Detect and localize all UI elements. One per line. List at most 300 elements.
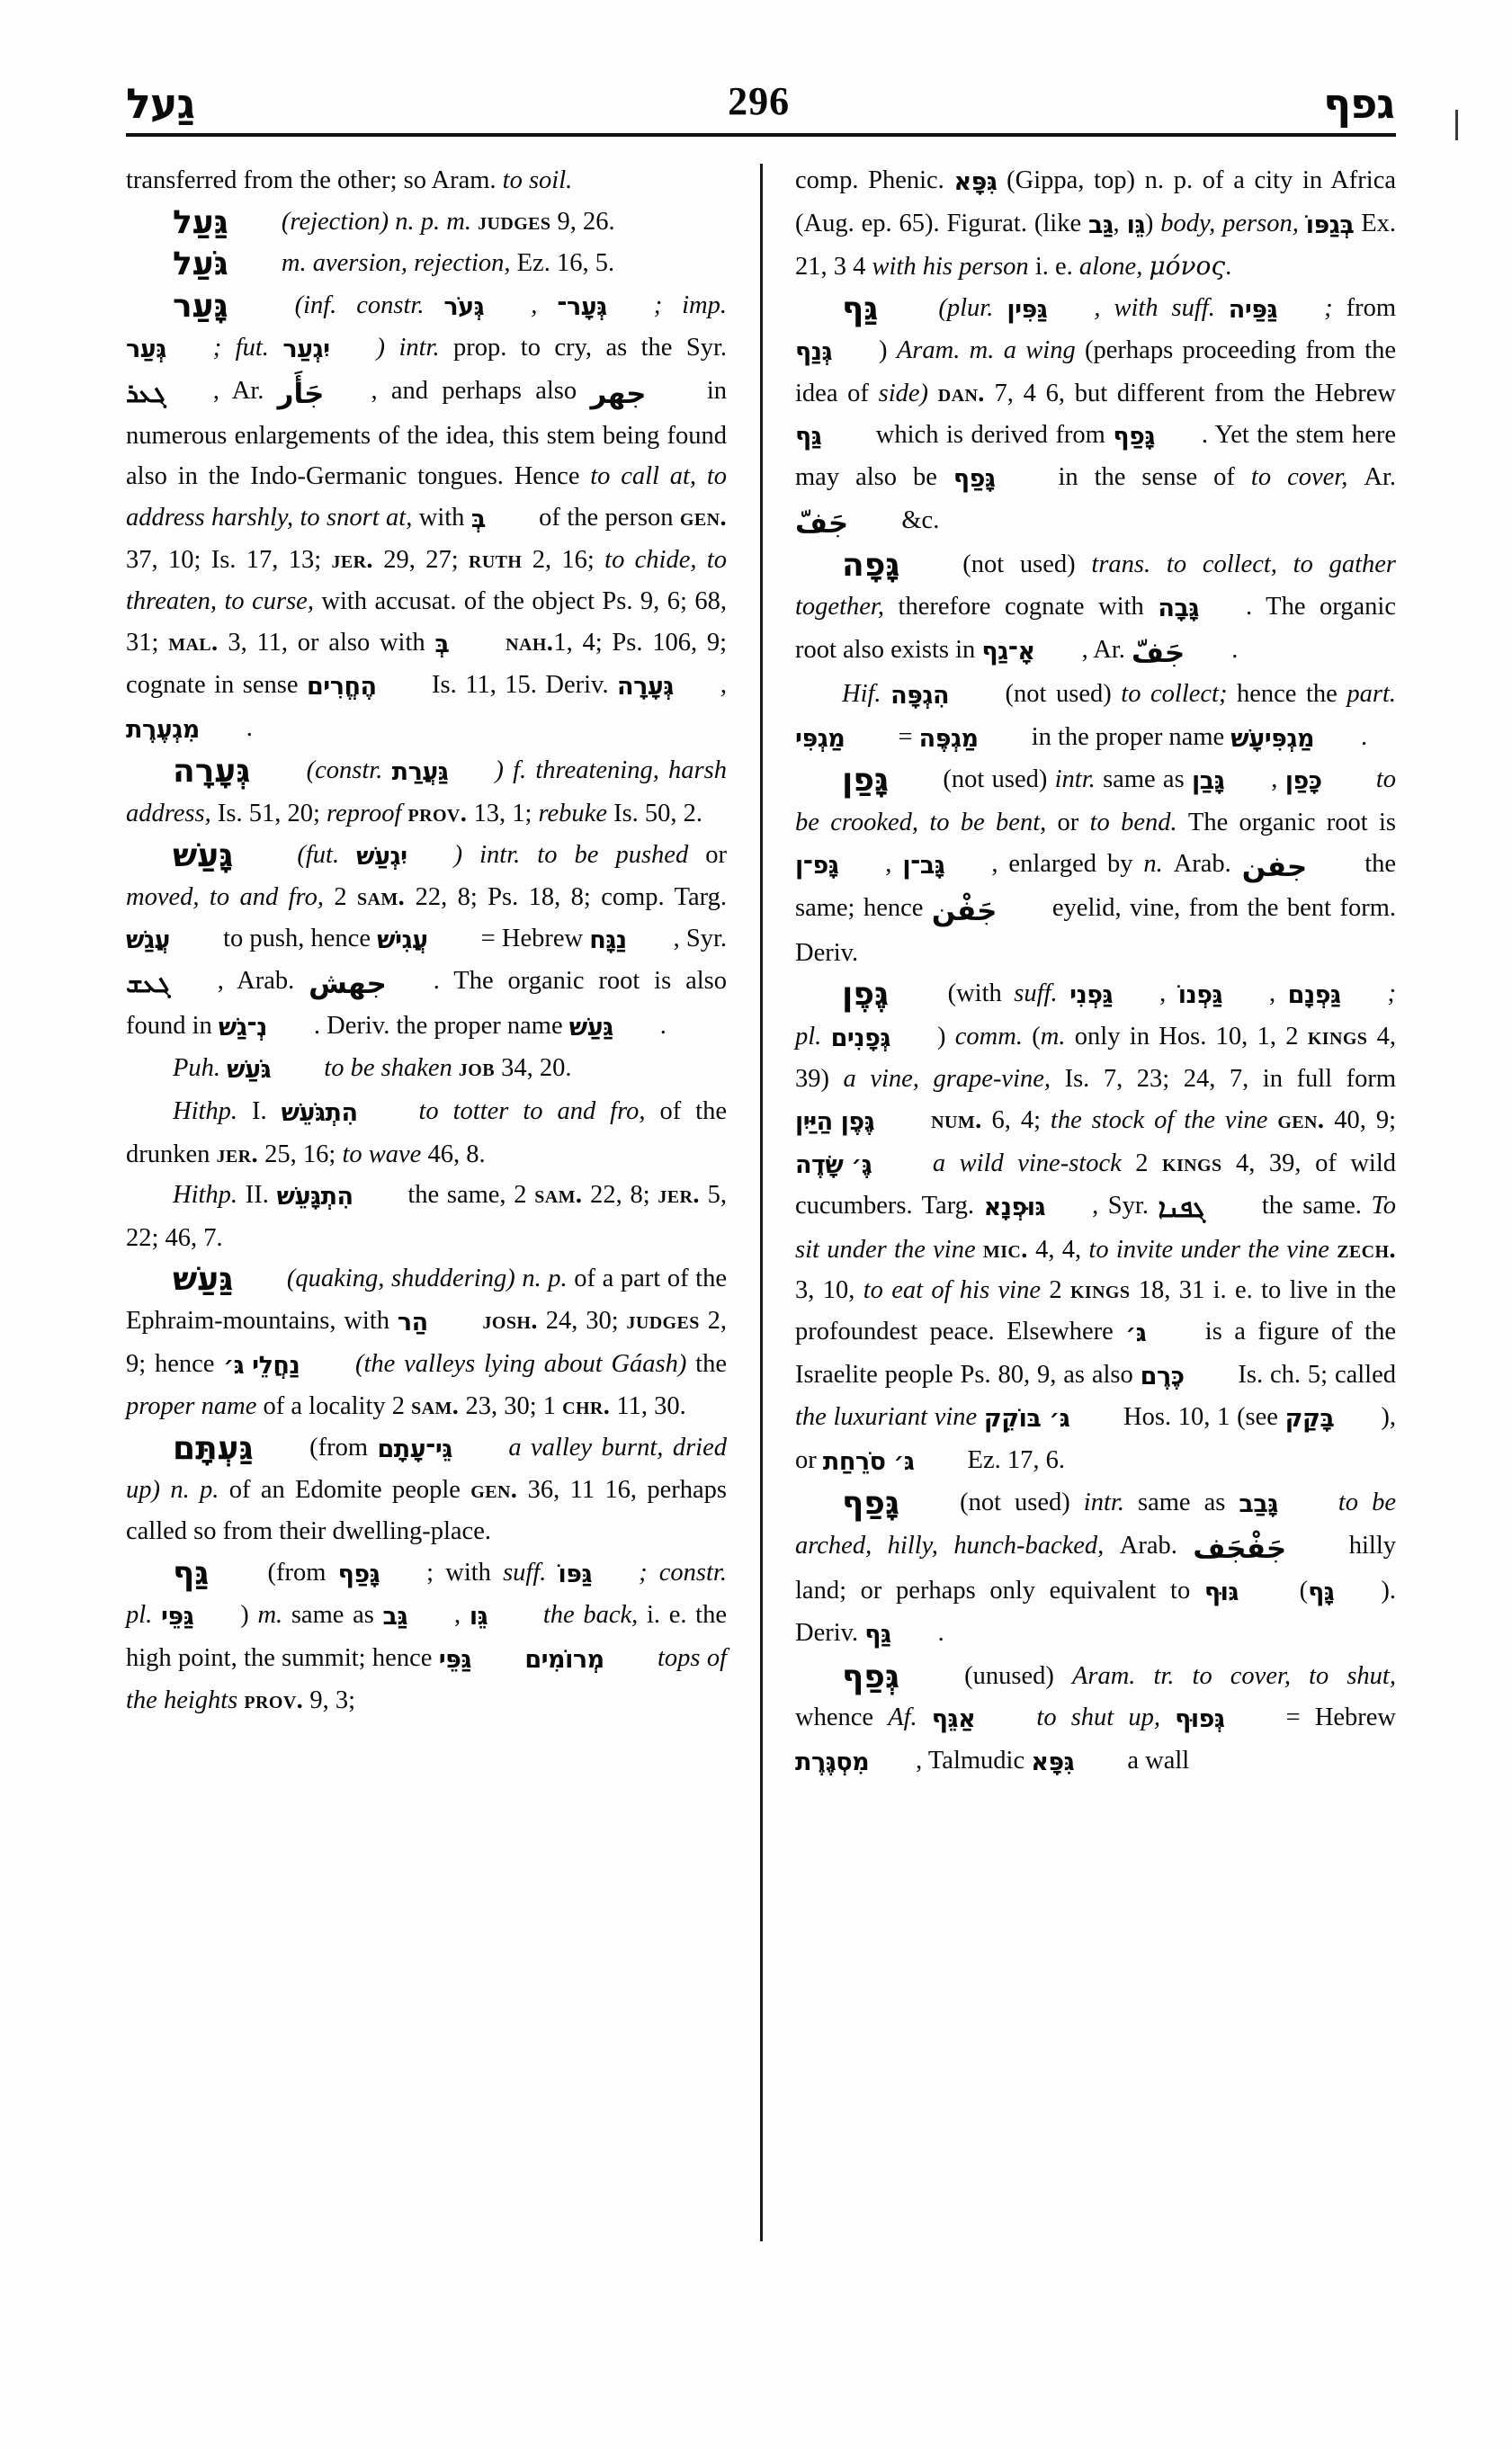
gloss-text: suff.	[1014, 979, 1070, 1008]
gloss-text: the luxuriant vine	[795, 1403, 984, 1432]
gloss-text: Puh.	[173, 1054, 228, 1083]
body-text: Arab.	[1119, 1532, 1194, 1560]
gloss-text: to be arched, hilly, hunch-backed,	[795, 1489, 1396, 1560]
header-rule	[126, 133, 1396, 137]
scripture-reference: mic.	[982, 1235, 1028, 1264]
gloss-text: alone,	[1078, 253, 1150, 282]
body-text: )	[936, 1022, 955, 1051]
body-text: )	[240, 1601, 258, 1630]
column-divider-rule	[727, 160, 795, 2373]
body-text: 2, 16;	[522, 546, 605, 575]
hebrew-lemma: גְּעָרָה	[173, 753, 251, 791]
arabic-word: جَفّ	[795, 506, 849, 540]
body-text: to push, hence	[216, 924, 378, 952]
body-text: in the proper name	[1024, 722, 1231, 751]
gloss-text: part.	[1346, 680, 1396, 709]
body-text: .	[246, 713, 253, 742]
hebrew-word: גַּעֲרַת	[391, 758, 449, 787]
gloss-text: trans. to collect, to gather together,	[795, 550, 1396, 621]
body-text: 36, 11 16, perhaps called so from their dwelling-place.	[126, 1476, 728, 1545]
gloss-text: ; constr. pl.	[126, 1558, 727, 1630]
hebrew-word: גָּבַן	[1191, 767, 1225, 796]
hebrew-word: הֶחֱרִים	[306, 673, 377, 702]
hebrew-word: גְּעֹר	[443, 292, 485, 321]
hebrew-word: גַּפְנִי	[1069, 981, 1114, 1010]
body-text: ; with	[426, 1558, 504, 1587]
body-text: ,	[1269, 979, 1288, 1008]
scripture-reference: judges	[626, 1307, 700, 1336]
body-text: Ex. 21, 3 4	[795, 209, 1396, 282]
hebrew-word: גְּנַף	[795, 338, 833, 367]
arabic-word: جَفّ	[1132, 636, 1185, 669]
gloss-text: (quaking, shuddering) n. p.	[280, 1265, 575, 1293]
hebrew-word: אַגֵּף	[931, 1705, 976, 1734]
gloss-text: the stock of the vine	[1050, 1106, 1278, 1135]
syriac-word: ܓܥܪ	[126, 377, 166, 408]
gloss-text: a wild vine-stock	[918, 1149, 1136, 1177]
arabic-word: جَأَر	[277, 377, 325, 410]
body-text: of a locality 2	[263, 1392, 412, 1421]
hebrew-word: גַּף	[795, 422, 822, 451]
hebrew-word: גֵּו	[469, 1603, 488, 1632]
gloss-text: (the valleys lying about Gáash)	[346, 1349, 696, 1378]
body-text: 5, 22; 46, 7.	[126, 1181, 728, 1252]
hebrew-word: גָּפַף	[337, 1560, 380, 1588]
body-text: the same, 2	[399, 1181, 535, 1210]
body-text: Ez. 16, 5.	[516, 249, 615, 278]
gloss-text: (inf. constr.	[274, 291, 444, 319]
hebrew-word: גּוּפְנָא	[983, 1194, 1046, 1222]
gloss-text: (plur.	[925, 293, 1007, 322]
hebrew-lemma: גַּף	[173, 1554, 210, 1592]
hebrew-lemma: גַּעְתָּם	[173, 1429, 254, 1467]
body-text: 46, 8.	[427, 1140, 486, 1168]
hebrew-word: נְ־גַשׁ	[218, 1013, 267, 1042]
body-text: Ez. 17, 6.	[961, 1445, 1065, 1474]
body-text: 22, 8;	[582, 1181, 658, 1210]
scripture-reference: gen.	[470, 1476, 518, 1505]
body-text: Arab.	[1173, 849, 1242, 878]
body-text: 29, 27;	[372, 546, 469, 575]
hebrew-word: גְּעָרָה	[617, 673, 674, 702]
gloss-text: the back,	[534, 1601, 647, 1630]
body-text: (	[1032, 1022, 1041, 1051]
body-text: 3, 11, or also with	[218, 628, 435, 657]
body-text: i. e.	[1034, 253, 1079, 282]
hebrew-word: בְּ	[470, 505, 486, 533]
body-text: (not used)	[996, 680, 1122, 709]
hebrew-word: בְּגַפּוֹ	[1305, 210, 1355, 239]
body-text: The organic root is	[1187, 808, 1396, 836]
gloss-text: to bend.	[1089, 808, 1188, 836]
gloss-text: ; fut.	[212, 334, 283, 362]
hebrew-word: גַּב	[382, 1603, 408, 1632]
hebrew-word: גַּפְנוֹ	[1177, 981, 1223, 1010]
body-text: ,	[1159, 979, 1178, 1008]
hebrew-word: גּ׳	[1125, 1319, 1147, 1348]
hebrew-word: הִתְגֹּעֵשׁ	[281, 1099, 358, 1128]
body-text: same as	[1137, 1489, 1239, 1517]
body-text: 40, 9;	[1324, 1106, 1397, 1135]
body-text: , Talmudic	[916, 1746, 1032, 1775]
entry-gaph-aram	[795, 288, 1396, 545]
hebrew-lemma: גָּעַשׁ	[173, 836, 234, 874]
gloss-text: Hif.	[842, 680, 891, 709]
body-text: ). Deriv.	[795, 1576, 1396, 1648]
body-text: , Ar.	[212, 376, 278, 405]
body-text: II.	[245, 1181, 277, 1210]
body-text: 11, 30.	[610, 1392, 686, 1421]
continuation-paragraph	[126, 160, 727, 201]
scripture-reference: josh.	[482, 1307, 538, 1336]
hebrew-word: גַּפּוֹ	[558, 1560, 593, 1588]
scripture-reference: prov.	[244, 1686, 304, 1715]
hebrew-word: בָּקַק	[1284, 1405, 1335, 1434]
hebrew-word: גֶּ׳ שָׂדֶה	[795, 1150, 872, 1179]
gloss-text: moved, to and fro,	[126, 883, 335, 912]
body-text: 25, 16;	[258, 1140, 343, 1168]
gloss-text: ) f. threatening, harsh address,	[126, 756, 727, 827]
scripture-reference: ruth	[468, 546, 523, 575]
body-text: 4, 4,	[1027, 1235, 1089, 1264]
hebrew-word: גַּעַשׁ	[568, 1013, 613, 1042]
hebrew-word: גָּבָה	[1158, 594, 1199, 622]
body-text: .	[659, 1011, 667, 1040]
entry-gaph	[126, 1552, 727, 1721]
entry-gaphaph-arched	[795, 1482, 1396, 1655]
body-text: , Syr.	[673, 924, 727, 952]
two-column-body	[126, 160, 1396, 2373]
gloss-text: tops of the heights	[126, 1643, 727, 1715]
body-text: Is. 7, 23; 24, 7, in full form	[1064, 1065, 1396, 1094]
body-text: 4, 39, of wild cucumbers. Targ.	[795, 1149, 1396, 1221]
scripture-reference: kings	[1307, 1022, 1368, 1051]
body-text: 13, 1;	[467, 799, 539, 827]
hebrew-word: גְּפָנִים	[830, 1024, 890, 1052]
body-text: (from	[255, 1558, 338, 1587]
scripture-reference: dan.	[937, 379, 985, 407]
body-text: 34, 20.	[494, 1054, 572, 1083]
hebrew-word: מַגְפֶּה	[918, 724, 979, 753]
body-text: .	[937, 1619, 944, 1648]
scripture-reference: jer.	[331, 546, 373, 575]
scripture-reference: sam.	[534, 1181, 583, 1210]
gloss-text: ; pl.	[795, 979, 1397, 1051]
scripture-reference: zech.	[1337, 1235, 1396, 1264]
body-text: . The organic root also exists in	[795, 592, 1396, 664]
hebrew-word: גִּפָּא	[1031, 1748, 1075, 1776]
gloss-text: (fut.	[280, 840, 357, 869]
hebrew-word: הִגְפָּה	[890, 682, 950, 711]
hebrew-word: גֶּפֶן הַיַּיִן	[795, 1108, 875, 1137]
body-text: 37, 10; Is. 17, 13;	[126, 546, 332, 575]
gloss-text: comm.	[954, 1022, 1033, 1051]
body-text: Ar.	[1364, 463, 1396, 492]
gloss-text: proper name	[126, 1392, 264, 1421]
body-text: of the drunken	[126, 1097, 727, 1168]
body-text: , enlarged by	[991, 849, 1144, 878]
hebrew-word: גָּפַף	[1113, 422, 1155, 451]
body-text: (not used)	[946, 550, 1092, 579]
body-text: in numerous enlargements of the idea, this stem being found also in the Indo-Germanic tongues. Hence	[126, 376, 727, 491]
gloss-text: body, person,	[1160, 209, 1306, 237]
gloss-text: to be crooked, to be bent,	[795, 765, 1396, 836]
scripture-reference: jer.	[216, 1140, 259, 1168]
scripture-reference: sam.	[357, 883, 406, 912]
entry-gaash-proper	[126, 1258, 727, 1426]
right-column	[795, 160, 1396, 2373]
body-text: is a figure of the Israelite people Ps. 80, 9, as also	[795, 1318, 1396, 1389]
body-text: Is. 11, 15. Deriv.	[423, 671, 618, 700]
scripture-reference: kings	[1069, 1276, 1131, 1305]
body-text: the	[695, 1349, 727, 1378]
hebrew-word: גִּפָּא	[953, 168, 998, 196]
left-column	[126, 160, 727, 2373]
body-text: same as	[1103, 765, 1192, 794]
hebrew-word: נַחֲלֵי גּ׳	[223, 1351, 300, 1380]
gloss-text: (constr.	[297, 756, 392, 785]
body-text: )	[879, 336, 897, 365]
gloss-text: ) intr.	[376, 334, 454, 362]
body-text: of the person	[532, 503, 680, 532]
body-text: 7, 4 6, but different from the Hebrew	[984, 379, 1396, 407]
body-text: with	[418, 503, 471, 532]
body-text: =	[891, 722, 919, 751]
gloss-text: to call at, to address harshly, to snort at,	[126, 462, 727, 532]
body-text: the same.	[1252, 1192, 1372, 1221]
hebrew-word: גַּפִּין	[1007, 295, 1048, 324]
hebrew-word: גַּב	[1088, 210, 1114, 239]
hebrew-word: בְּ	[434, 630, 450, 658]
gloss-text: to collect;	[1121, 680, 1237, 709]
gloss-text: ,	[531, 291, 558, 319]
body-text: ,	[885, 849, 903, 878]
gloss-text: Aram. m. a wing	[896, 336, 1086, 365]
scripture-reference: chr.	[562, 1392, 611, 1421]
hebrew-word: גַּף	[864, 1621, 891, 1650]
arabic-word: جهش	[309, 968, 387, 1001]
hebrew-lemma: גַּעַל	[173, 203, 228, 241]
hebrew-word: גַּפֵּי	[160, 1603, 194, 1632]
body-text: )	[1144, 209, 1161, 237]
body-text: = Hebrew	[474, 924, 590, 952]
entry-gearah	[126, 750, 727, 834]
scripture-reference: job	[458, 1054, 495, 1083]
hebrew-word: מַגְפִּיעָשׁ	[1230, 724, 1315, 753]
body-text: which is derived from	[868, 420, 1114, 449]
entry-gaal-rejection	[126, 201, 727, 244]
hebrew-lemma: גַּף	[842, 290, 879, 327]
gloss-text: , with suff.	[1094, 293, 1229, 322]
hebrew-word: הִתְגָּעֵשׁ	[276, 1183, 353, 1212]
hebrew-word: הַר	[397, 1309, 428, 1337]
arabic-word: جَفْن	[931, 895, 998, 928]
body-text: (from	[300, 1433, 378, 1462]
body-text: 24, 30;	[537, 1307, 627, 1336]
entry-gaphah	[795, 544, 1396, 674]
scripture-reference: mal.	[168, 628, 219, 657]
body-text: the same; hence	[795, 849, 1397, 923]
gloss-text: rebuke	[538, 799, 614, 827]
hebrew-word: מִגְעֶרֶת	[126, 715, 200, 744]
gloss-text: side)	[878, 379, 938, 407]
entry-hif-higpah	[795, 674, 1396, 759]
body-text: 4, 39)	[795, 1022, 1397, 1094]
hebrew-lemma: גָּפַן	[842, 762, 890, 800]
body-text	[475, 1307, 483, 1335]
hebrew-word: נַגָּח	[589, 925, 627, 954]
hebrew-word: גַּפַּיה	[1228, 295, 1278, 324]
body-text: (not used)	[946, 1489, 1084, 1517]
body-text	[518, 1644, 524, 1672]
scripture-reference: kings	[1162, 1149, 1222, 1177]
gloss-text: m.	[257, 1601, 291, 1630]
hebrew-word: מַגְפִּי	[795, 724, 845, 753]
gloss-text: Aram. tr. to cover, to shut,	[1071, 1661, 1396, 1690]
body-text: 2, 9; hence	[126, 1307, 727, 1378]
body-text: only in Hos. 10, 1, 2	[1074, 1022, 1308, 1051]
body-text: 6, 4;	[981, 1106, 1051, 1135]
hebrew-word: גֹּעַשׁ	[227, 1056, 272, 1085]
hebrew-word: עֲגִישׁ	[377, 925, 428, 954]
hebrew-word: גּ׳ בּוֹקֵק	[983, 1405, 1070, 1434]
body-text: .	[1361, 722, 1368, 751]
body-text: (perhaps proceeding from the idea of	[795, 336, 1396, 407]
body-text: Is. 50, 2.	[613, 799, 703, 827]
body-text: with accusat. of the object Ps. 9, 6; 68, 31;	[126, 586, 727, 657]
hebrew-word: כָּפַן	[1284, 767, 1322, 796]
gloss-text: to wave	[342, 1140, 428, 1168]
gloss-text: to totter to and fro,	[404, 1097, 660, 1126]
entry-hithp-2	[126, 1175, 727, 1258]
body-text: = Hebrew	[1271, 1703, 1397, 1732]
hebrew-lemma: גַּעַשׁ	[173, 1261, 234, 1299]
body-text: of an Edomite people	[228, 1476, 471, 1505]
body-text: 18, 31 i. e. to live in the profoundest peace. Elsewhere	[795, 1276, 1397, 1346]
body-text: (	[1284, 1576, 1309, 1605]
hebrew-word: גָּף	[1308, 1578, 1335, 1606]
entry-gatam	[126, 1427, 727, 1552]
entry-gephaph-cover	[795, 1656, 1396, 1784]
gloss-text: suff.	[503, 1558, 559, 1587]
hebrew-word: גָּב־ן	[902, 851, 945, 880]
body-text: 3, 10,	[795, 1276, 863, 1305]
gloss-text: a vine, grape-vine,	[843, 1065, 1065, 1094]
body-text: , and perhaps also	[371, 376, 591, 405]
body-text: ,	[720, 671, 727, 700]
hebrew-word: גְּפוּף	[1175, 1705, 1225, 1734]
hebrew-word: גָּפַף	[953, 465, 996, 494]
hebrew-word: יִגְעַשׁ	[356, 842, 407, 871]
body-text	[921, 1106, 931, 1134]
body-text: (not used)	[935, 765, 1055, 794]
body-text: 9, 3;	[303, 1686, 355, 1715]
body-text: Is. 51, 20;	[217, 799, 327, 827]
body-text: hence the	[1237, 680, 1347, 709]
body-text: 2	[1135, 1149, 1163, 1177]
body-text: (unused)	[946, 1661, 1072, 1690]
body-text: .	[1231, 635, 1239, 664]
body-text: prop. to cry, as the Syr.	[453, 334, 728, 362]
body-text: . Deriv. the proper name	[313, 1011, 569, 1040]
body-text: same as	[291, 1601, 383, 1630]
syriac-word: ܓܥܫ	[126, 968, 171, 999]
hebrew-word: גַּפֵּי	[438, 1645, 471, 1674]
body-text: 2	[1049, 1276, 1070, 1305]
greek-word: μόνος	[1149, 251, 1226, 282]
gloss-text: to eat of his vine	[863, 1276, 1050, 1305]
body-text: (with	[935, 979, 1015, 1008]
scripture-reference: num.	[931, 1106, 982, 1135]
hebrew-lemma: גְּפַף	[842, 1658, 900, 1695]
scripture-reference: gen.	[1277, 1106, 1325, 1135]
entry-gaash	[126, 835, 727, 1049]
entry-hithp-1	[126, 1091, 727, 1175]
hebrew-word: יִגְעַר	[282, 335, 330, 364]
body-text: eyelid, vine, from the bent form. Deriv.	[795, 894, 1396, 967]
gloss-text: to shut up,	[1022, 1703, 1176, 1732]
body-text: of a part of the Ephraim-mountains, with	[126, 1265, 727, 1336]
body-text: ), or	[795, 1403, 1397, 1474]
hebrew-word: גָּפ־ן	[795, 851, 839, 880]
hebrew-word: עֲגַשׁ	[126, 925, 170, 954]
scripture-reference: sam.	[411, 1392, 460, 1421]
hebrew-word: גְּעָר־	[557, 292, 607, 321]
hebrew-word: גַּפְנָם	[1287, 981, 1341, 1010]
body-text: , Syr.	[1092, 1192, 1159, 1221]
body-text: 9, 26.	[550, 207, 615, 236]
body-text: in the sense of	[1042, 463, 1251, 492]
arabic-word: جَفْجَف	[1193, 1533, 1287, 1565]
gloss-text: to chide, to threaten, to curse,	[126, 546, 727, 615]
gloss-text: Hithp.	[173, 1181, 246, 1210]
hebrew-lemma: גָּפָה	[842, 547, 900, 585]
gloss-text: (rejection) n. p. m.	[274, 207, 479, 236]
gloss-text: n.	[1143, 849, 1174, 878]
hebrew-word: כֶּרֶם	[1140, 1362, 1185, 1390]
gloss-text: to be shaken	[318, 1054, 459, 1083]
body-text: I.	[252, 1097, 282, 1126]
body-text: from	[1346, 293, 1396, 322]
page-edge-mark	[1455, 110, 1458, 140]
hebrew-word: מְרוֹמִים	[524, 1645, 604, 1674]
body-text: Hos. 10, 1 (see	[1116, 1403, 1285, 1432]
gloss-text: a valley burnt, dried up) n. p.	[126, 1433, 727, 1505]
body-text	[496, 629, 505, 657]
gloss-text: intr.	[1083, 1489, 1138, 1517]
entry-gephen	[795, 973, 1396, 1482]
body-text: hilly land; or perhaps only equivalent to	[795, 1532, 1396, 1605]
gloss-text: with his person	[872, 253, 1035, 282]
body-text: i. e. the high point, the summit; hence	[126, 1601, 727, 1672]
hebrew-word: אָ־גַף	[981, 637, 1035, 666]
running-head-left-hebrew: גַעל	[126, 79, 195, 128]
gloss-text: m.	[1040, 1022, 1075, 1051]
body-text: transferred from the other; so Aram.	[126, 166, 503, 194]
entry-puh	[126, 1048, 727, 1091]
hebrew-word: גֵּו	[1126, 210, 1145, 239]
scripture-reference: prov.	[407, 799, 468, 827]
scripture-reference: gen.	[679, 503, 727, 532]
page-number: 296	[728, 79, 791, 123]
arabic-word: جهر	[590, 377, 647, 410]
running-head-right-hebrew: גפף	[1323, 79, 1394, 128]
entry-goal-aversion	[126, 243, 727, 285]
body-text: . Yet the stem here may also be	[795, 420, 1396, 492]
body-text: ,	[454, 1601, 470, 1630]
body-text: therefore cognate with	[898, 592, 1159, 621]
syriac-word: ܓܦܢܐ	[1158, 1193, 1206, 1224]
